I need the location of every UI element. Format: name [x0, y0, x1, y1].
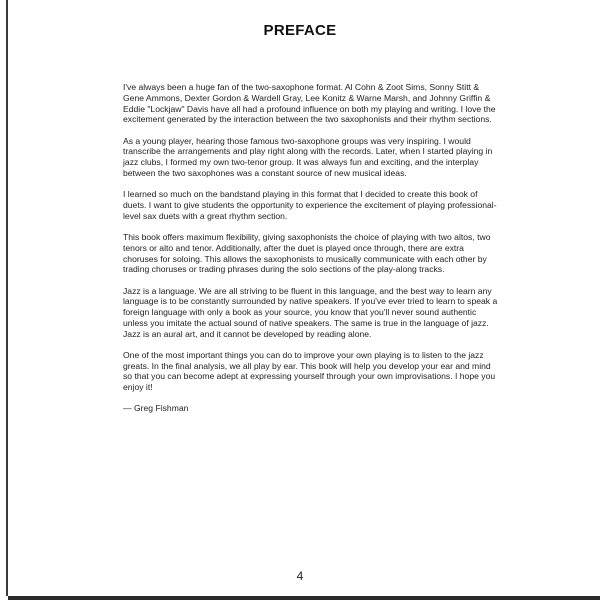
paragraph-6: One of the most important things you can do to improve your own playing is to listen to the jazz greats. In the final analysis, we all play by ear. This book will help you develop your ear and mind so that you can become adept at expressing yourself through your own improvisations. I hope you enjoy it! [123, 349, 496, 393]
page-binding-edge [6, 0, 8, 596]
page-bottom-edge [8, 596, 600, 600]
paragraph-4: This book offers maximum flexibility, giving saxophonists the choice of playing with two altos, two tenors or alto and tenor. Additionally, after the duet is played once through, there are extra choruses for soloing. This allows the saxophonists to musically communicate with each other by trading choruses or trading phrases during the solo sections of the play-along tracks. [123, 231, 491, 275]
paragraph-5: Jazz is a language. We are all striving to be fluent in this language, and the best way to learn any language is to be constantly surrounded by native speakers. If you've ever tried to learn to speak a foreign language with only a book as your source, you know that you'll never sound authentic unless you imitate the actual sound of native speakers. The same is true in the language of jazz. Jazz is an aural art, and it cannot be developed by reading alone. [123, 285, 498, 339]
paragraph-2: As a young player, hearing those famous two-saxophone groups was very inspiring. I would transcribe the arrangements and play right along with the records. Later, when I started playing in jazz clubs, I formed my own two-tenor group. It was always fun and exciting, and the interplay between the two saxophones was a constant source of new musical ideas. [123, 135, 493, 178]
preface-body [123, 82, 498, 425]
page-title: PREFACE [263, 22, 337, 39]
page-number: 4 [296, 569, 304, 583]
paragraph-1: I've always been a huge fan of the two-saxophone format. Al Cohn & Zoot Sims, Sonny Stitt & Gene Ammons, Dexter Gordon & Wardell Gray, Lee Konitz & Warne Marsh, and Johnny Griffin & Eddie "Lockjaw" Davis have all had a profound influence on both my playing and writing. I love the excitement generated by the interaction between the two saxophonists and their rhythm sections. [123, 82, 496, 125]
author-signature: — Greg Fishman [123, 403, 189, 414]
paragraph-3: I learned so much on the bandstand playing in this format that I decided to create this book of duets. I want to give students the opportunity to experience the excitement of playing professional-level sax duets with a great rhythm section. [123, 189, 497, 221]
